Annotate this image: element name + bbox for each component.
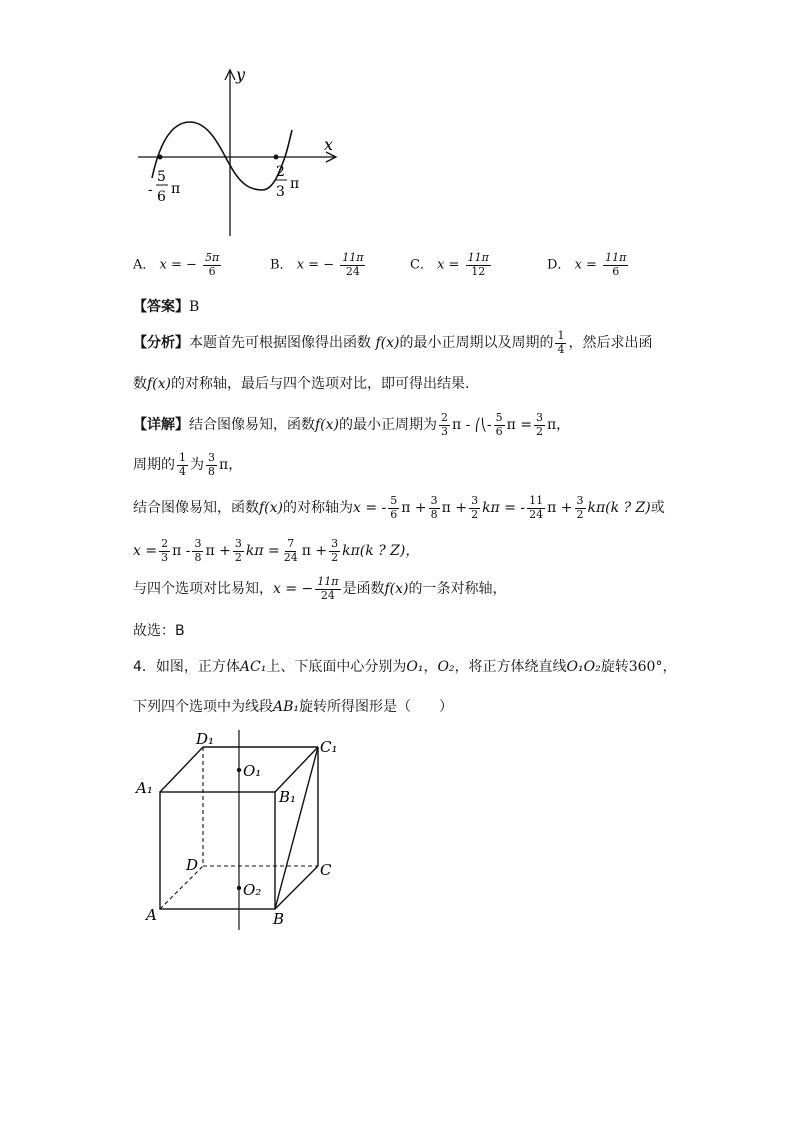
detail-3-p3: kπ = -	[482, 500, 526, 517]
edge-a1d1	[160, 747, 203, 792]
detail-text-1-end: π，	[546, 417, 571, 434]
option-b-letter: B．	[270, 257, 293, 273]
label-b1: B₁	[279, 788, 297, 806]
detail-text-1-mid2: π	[506, 417, 516, 434]
analysis-text-2a: 数	[133, 376, 147, 392]
option-c-fraction	[466, 252, 491, 278]
right-label-pi: π	[290, 176, 300, 192]
analysis-text-1b: 的最小正周期以及周期的	[399, 335, 554, 352]
label-c1: C₁	[320, 738, 338, 756]
detail-text-3b: 的对称轴为	[283, 500, 354, 517]
detail-5-frac-den: 24	[320, 588, 335, 602]
q4-degrees: 360°	[628, 659, 663, 675]
option-c-letter: C．	[410, 257, 433, 273]
q4-o1o2: O₁O₂	[566, 659, 601, 675]
q4-comma: ，	[423, 659, 438, 675]
detail-text-2-end: π，	[219, 457, 243, 474]
option-a-num: 5π	[205, 251, 220, 264]
detail-frac-2-den: 6	[495, 424, 503, 438]
q4-text-1a: 4．如图，正方体	[133, 659, 240, 675]
sine-curve	[152, 122, 292, 190]
detail-4-p5: kπ(k ? Z)，	[342, 543, 420, 560]
detail-3-p5: kπ(k ? Z)	[587, 500, 651, 517]
right-label-num: 2	[276, 164, 285, 180]
detail-4-frac-3	[233, 538, 244, 564]
edge-bc	[275, 866, 318, 909]
answer-value: B	[189, 299, 200, 315]
left-zero-dot	[158, 155, 163, 160]
label-o1: O₁	[243, 762, 262, 780]
option-c	[410, 252, 493, 278]
option-a-den: 6	[208, 264, 216, 278]
analysis-line-1	[133, 330, 652, 356]
analysis-tag: 【分析】	[133, 335, 189, 352]
detail-4-frac-1-num: 2	[161, 537, 169, 550]
right-zero-dot	[274, 155, 279, 160]
option-d	[547, 252, 630, 278]
analysis-fx-2: f(x)	[147, 376, 172, 392]
detail-4-frac-5-num: 3	[331, 537, 339, 550]
detail-3-or: 或	[650, 500, 665, 517]
q4-text-1e: ，	[662, 659, 677, 675]
detail-frac-2a-num: 1	[179, 451, 186, 464]
label-a1: A₁	[136, 779, 153, 797]
analysis-text-1c: ，然后求出函	[568, 335, 653, 352]
label-a: A	[146, 906, 157, 924]
detail-minus: -	[486, 417, 492, 434]
detail-4-frac-3-den: 2	[234, 550, 242, 564]
label-c: C	[320, 861, 332, 879]
option-d-num: 11π	[605, 251, 627, 264]
option-b-fraction	[340, 252, 365, 278]
answer-tag: 【答案】	[133, 299, 189, 315]
detail-3-frac-5-num: 3	[576, 494, 584, 507]
detail-line-6	[133, 620, 185, 640]
option-a-lhs: x = −	[159, 257, 197, 273]
right-label-den: 3	[276, 184, 285, 200]
option-d-den: 6	[612, 264, 620, 278]
detail-5-frac-num: 11π	[317, 575, 339, 588]
analysis-fx: f(x)	[375, 335, 400, 352]
detail-3-p4: π +	[547, 500, 573, 517]
analysis-line-2	[133, 373, 469, 393]
detail-text-5b: 是函数	[342, 581, 385, 598]
detail-3-frac-2-num: 3	[430, 494, 438, 507]
detail-fx-5: f(x)	[384, 581, 409, 598]
detail-text-5c: 的一条对称轴，	[408, 581, 507, 598]
detail-3-frac-1-den: 6	[390, 507, 398, 521]
detail-frac-3-den: 2	[535, 424, 543, 438]
detail-4-x: x =	[133, 543, 158, 560]
detail-frac-1	[439, 412, 450, 438]
detail-text-5a: 与四个选项对比易知，	[133, 581, 273, 598]
q4-o1: O₁	[406, 659, 424, 675]
option-d-letter: D．	[547, 257, 571, 273]
option-b	[270, 252, 367, 278]
detail-line-5	[133, 576, 507, 602]
detail-4-frac-4	[282, 538, 300, 564]
detail-4-p3: kπ =	[245, 543, 280, 560]
detail-3-p2: π +	[441, 500, 468, 517]
detail-3-frac-2	[429, 495, 440, 521]
detail-frac-2	[494, 412, 505, 438]
detail-4-frac-1-den: 3	[161, 550, 169, 564]
answer-line	[133, 296, 199, 316]
detail-3-frac-5-den: 2	[576, 507, 584, 521]
center-o2-dot	[237, 886, 241, 890]
label-d1: D₁	[196, 730, 215, 748]
detail-3-frac-4-num: 11	[529, 494, 544, 507]
detail-fx-3: f(x)	[259, 500, 284, 517]
detail-text-1b: 的最小正周期为	[339, 417, 438, 434]
analysis-text-2b: 的对称轴，最后与四个选项对比，即可得出结果.	[171, 376, 470, 392]
detail-4-p1: π -	[172, 543, 191, 560]
segment-bc1	[275, 747, 318, 909]
detail-5-x: x = −	[273, 581, 314, 598]
detail-equals: =	[520, 417, 532, 434]
option-b-den: 24	[345, 264, 360, 278]
detail-3-frac-2-den: 8	[430, 507, 438, 521]
detail-text-1-mid: π -	[452, 417, 475, 434]
q4-text-1c: ，将正方体绕直线	[454, 659, 567, 675]
detail-text-3a: 结合图像易知，函数	[133, 500, 259, 517]
option-c-lhs: x =	[437, 257, 460, 273]
left-label-pi: π	[171, 181, 181, 197]
q4-line-1	[133, 656, 676, 676]
detail-text-2b: 为	[190, 457, 204, 474]
detail-tag: 【详解】	[133, 417, 189, 434]
label-o2: O₂	[243, 881, 262, 899]
option-b-lhs: x = −	[296, 257, 335, 273]
detail-text-1a: 结合图像易知，函数	[189, 417, 315, 434]
left-label-den: 6	[157, 189, 166, 205]
detail-line-3	[133, 495, 665, 521]
q4-text-2b: 旋转所得图形是（ ）	[299, 699, 454, 715]
option-a-letter: A．	[133, 257, 156, 273]
detail-line-4	[133, 538, 419, 564]
detail-3-x: x = -	[353, 500, 387, 517]
detail-frac-2-num: 5	[495, 411, 503, 424]
detail-4-frac-3-num: 3	[234, 537, 242, 550]
detail-3-frac-4	[527, 495, 545, 521]
detail-4-frac-4-den: 24	[283, 550, 298, 564]
detail-3-frac-4-den: 24	[529, 507, 544, 521]
x-axis-label: x	[324, 135, 334, 154]
label-d: D	[186, 856, 199, 874]
detail-frac-2a-den: 4	[179, 464, 186, 478]
option-d-fraction	[603, 252, 628, 278]
option-c-num: 11π	[467, 251, 489, 264]
detail-3-frac-3-num: 3	[471, 494, 479, 507]
q4-ab1: AB₁	[273, 699, 300, 715]
left-label-sign: -	[148, 182, 153, 198]
detail-frac-2b-den: 8	[208, 464, 215, 478]
detail-4-frac-2	[192, 538, 203, 564]
detail-frac-2b	[206, 452, 217, 478]
detail-3-frac-3	[469, 495, 480, 521]
detail-paren-glyph: ⎛⎝	[474, 418, 487, 433]
detail-4-frac-5	[329, 538, 340, 564]
q4-text-2a: 下列四个选项中为线段	[133, 699, 273, 715]
label-b: B	[273, 910, 285, 928]
q4-text-1b: 上、下底面中心分别为	[266, 659, 407, 675]
analysis-quarter-num: 1	[557, 329, 565, 342]
detail-3-frac-1-num: 5	[390, 494, 398, 507]
detail-4-frac-1	[159, 538, 170, 564]
q4-text-1d: 旋转	[600, 659, 629, 675]
detail-conclusion: 故选：B	[133, 623, 185, 639]
analysis-quarter-den: 4	[557, 342, 565, 356]
detail-text-2a: 周期的	[133, 457, 175, 474]
cube-figure	[130, 725, 350, 935]
left-label-num: 5	[157, 169, 166, 185]
detail-3-frac-1	[388, 495, 399, 521]
y-axis-label: y	[236, 65, 246, 84]
option-a	[133, 252, 223, 278]
option-c-den: 12	[471, 264, 486, 278]
option-d-lhs: x =	[574, 257, 597, 273]
detail-frac-2b-num: 3	[208, 451, 215, 464]
detail-line-1	[133, 412, 570, 438]
detail-4-p4: π +	[301, 543, 328, 560]
center-o1-dot	[237, 768, 241, 772]
detail-5-frac	[315, 576, 340, 602]
option-b-num: 11π	[342, 251, 364, 264]
q4-ac1: AC₁	[239, 659, 267, 675]
analysis-quarter	[555, 330, 566, 356]
detail-line-2	[133, 452, 242, 478]
detail-3-p1: π +	[401, 500, 427, 517]
detail-3-frac-5	[575, 495, 586, 521]
detail-frac-3-num: 3	[535, 411, 543, 424]
sine-graph	[130, 60, 350, 240]
detail-frac-2a	[177, 452, 188, 478]
q4-line-2	[133, 696, 453, 716]
detail-3-frac-3-den: 2	[471, 507, 479, 521]
detail-4-frac-2-num: 3	[194, 537, 202, 550]
detail-4-p2: π +	[205, 543, 231, 560]
analysis-text-1a: 本题首先可根据图像得出函数	[189, 335, 371, 352]
detail-4-frac-5-den: 2	[331, 550, 339, 564]
option-a-fraction	[203, 252, 221, 278]
detail-4-frac-4-num: 7	[287, 537, 295, 550]
q4-o2: O₂	[437, 659, 455, 675]
detail-frac-3	[534, 412, 545, 438]
detail-frac-1-num: 2	[441, 411, 449, 424]
detail-4-frac-2-den: 8	[194, 550, 202, 564]
detail-fx-1: f(x)	[315, 417, 340, 434]
detail-frac-1-den: 3	[441, 424, 449, 438]
